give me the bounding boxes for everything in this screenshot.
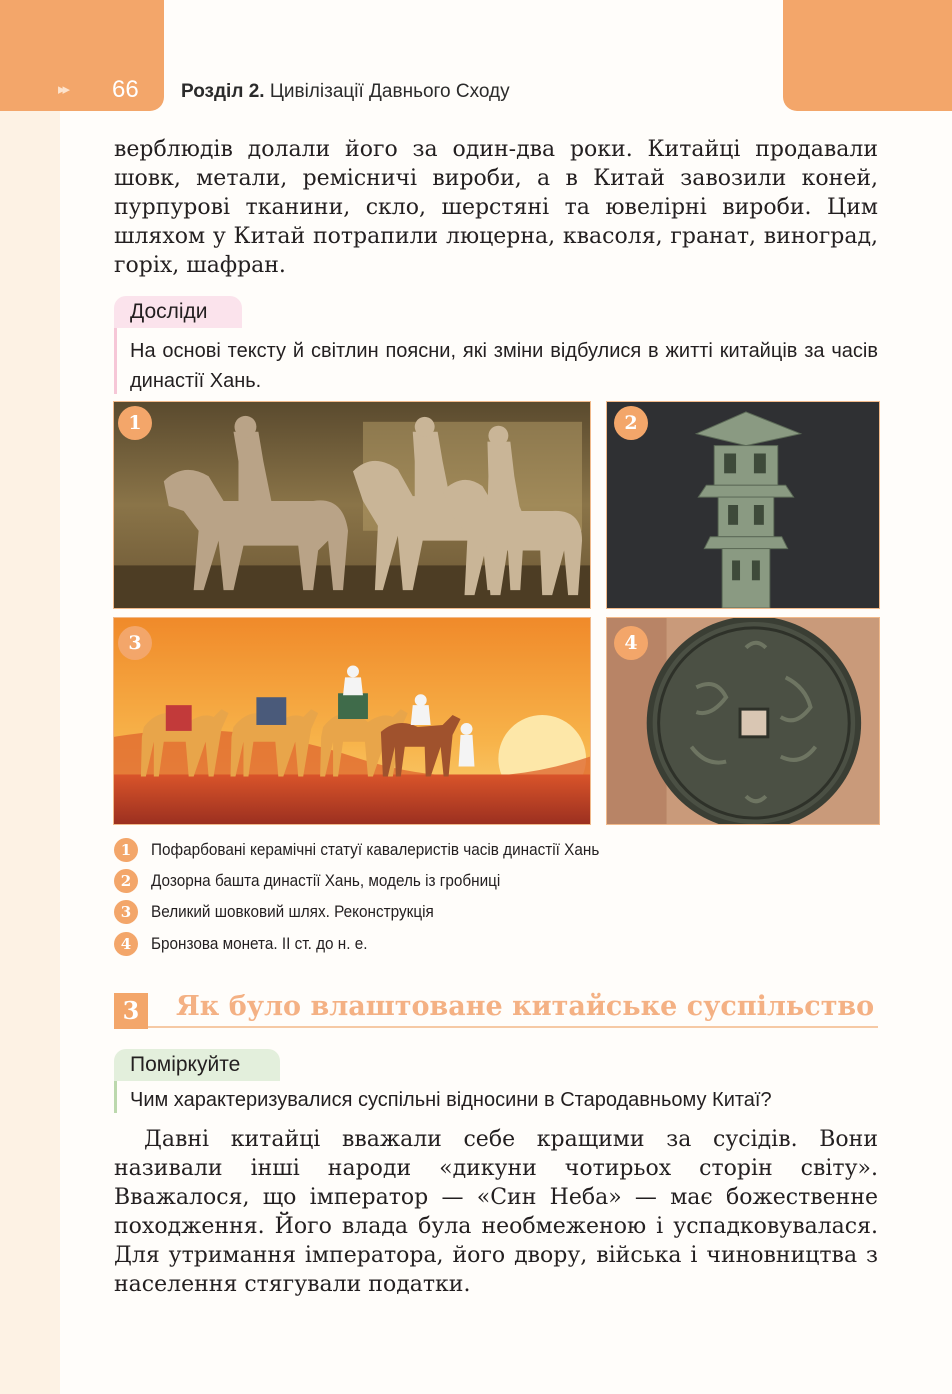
caption-number: 2 xyxy=(114,869,138,893)
explore-text: На основі тексту й світлин поясни, які зміни відбулися в житті китайців за часів династії Хань. xyxy=(130,340,878,392)
caption-text: Великий шовковий шлях. Реконструкція xyxy=(151,902,434,921)
photo-cavalry-statues xyxy=(113,401,591,609)
explore-label: Досліди xyxy=(114,296,242,328)
section-title: Як було влаштоване китайське суспільство xyxy=(176,991,875,1022)
caption-text: Пофарбовані керамічні статуї кавалеристів часів династії Хань xyxy=(151,840,600,859)
photo-number-badge: 1 xyxy=(118,406,152,440)
photo-silk-road-caravan xyxy=(113,617,591,825)
caption-number: 1 xyxy=(114,838,138,862)
chapter-title: Цивілізації Давнього Сходу xyxy=(269,81,510,102)
think-text: Чим характеризувалися суспільні відносини в Стародавньому Китаї? xyxy=(130,1089,772,1111)
caption-text: Бронзова монета. ІІ ст. до н. е. xyxy=(151,934,368,953)
photo-bronze-coin xyxy=(606,617,880,825)
chapter-header xyxy=(181,81,510,103)
think-label: Поміркуйте xyxy=(114,1049,280,1081)
caption-number: 3 xyxy=(114,900,138,924)
explore-bar xyxy=(114,328,117,394)
photo-watchtower xyxy=(606,401,880,609)
chapter-label: Розділ 2. xyxy=(181,81,265,102)
paragraph-2: Давні китайці вважали себе кращими за сусідів. Вони називали інші народи «дикуни чотирьох сторін світу». Вважалося, що імператор — «Син Неба» — має божественне походження. Його влада була необмеженою і успадковувалася. Для утримання імператора, його двору, війська і чиновництва з населення стягували податки. xyxy=(114,1127,878,1297)
page-margin xyxy=(0,0,60,1394)
caption-number: 4 xyxy=(114,932,138,956)
paragraph-1: верблюдів долали його за один-два роки. Китайці продавали шовк, метали, ремісничі вироби, а в Китай завозили коней, пурпурові тканини, скло, шерстяні та ювелірні вироби. Цим шляхом у Китай потрапили люцерна, квасоля, гранат, виноград, горіх, шафран. xyxy=(114,137,878,278)
caption-text: Дозорна башта династії Хань, модель із гробниці xyxy=(151,871,501,890)
photo-number-badge: 2 xyxy=(614,406,648,440)
think-bar xyxy=(114,1081,117,1113)
page-number: 66 xyxy=(112,76,139,103)
section-number: 3 xyxy=(114,993,148,1029)
section-divider xyxy=(148,1026,878,1028)
photo-number-badge: 3 xyxy=(118,626,152,660)
header-tab-left xyxy=(0,0,164,111)
photo-number-badge: 4 xyxy=(614,626,648,660)
header-tab-right xyxy=(783,0,952,111)
double-arrow-icon: ▸▸ xyxy=(58,81,68,98)
